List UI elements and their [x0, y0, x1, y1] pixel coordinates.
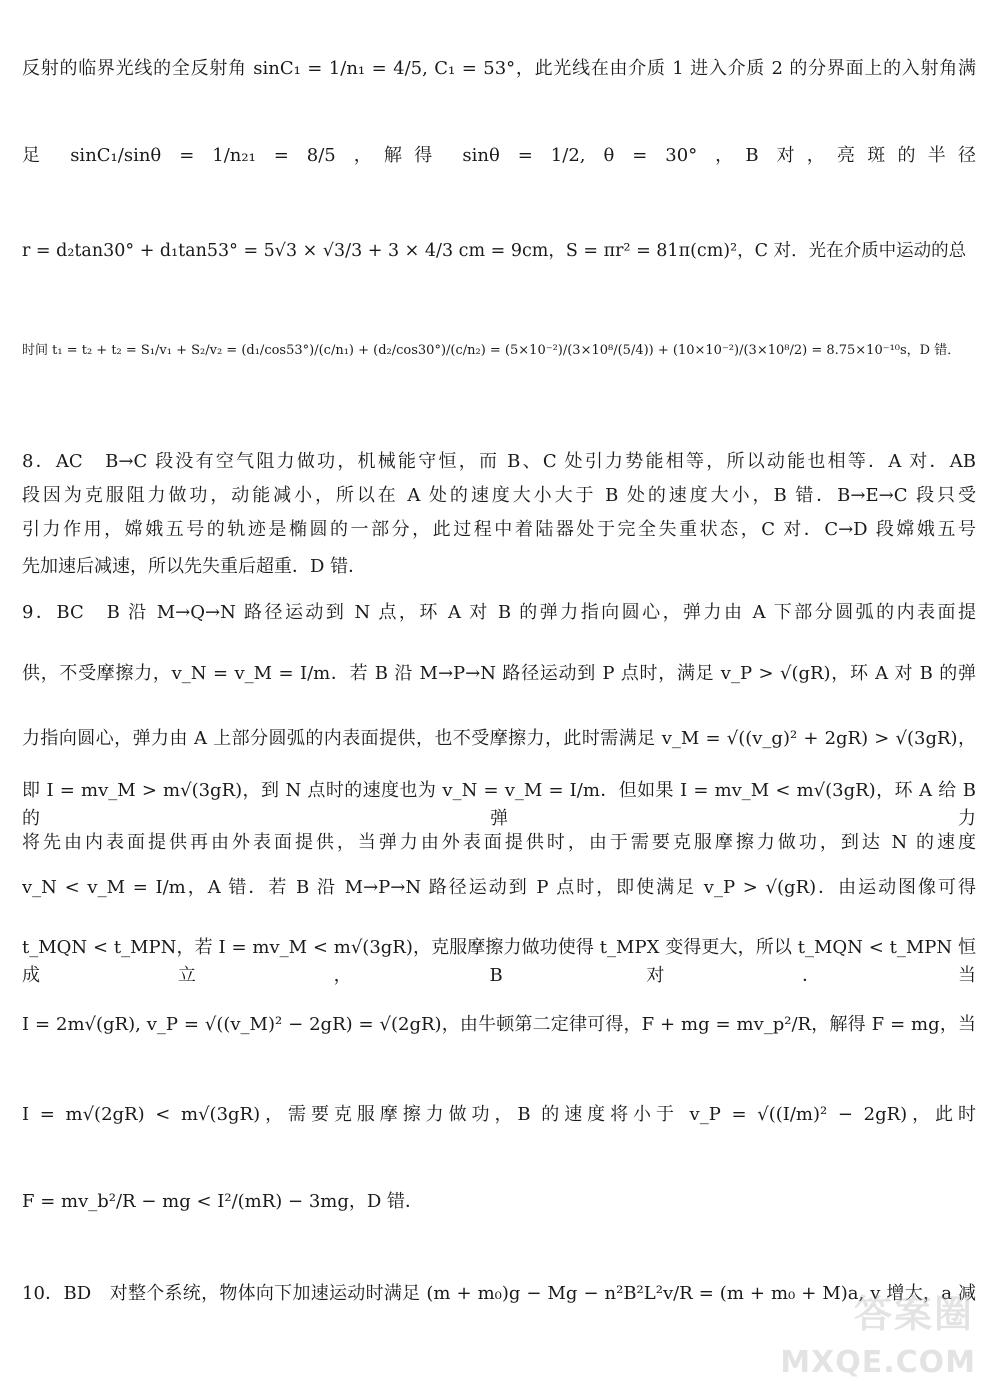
text-line: 足 sinC₁/sinθ = 1/n₂₁ = 8/5 ，解得 sinθ = 1/2, θ = 30° ，B 对，亮斑的半径	[22, 145, 976, 166]
text-line: 时间 t₁ = t₂ + t₂ = S₁/v₁ + S₂/v₂ = (d₁/cos53°)/(c/n₁) + (d₂/cos30°)/(c/n₂) = (5×10⁻²)/(3×10⁸/(5/4)) + (10×10⁻²)/(3×10⁸/2) = 8.75×10⁻¹⁰s，D 错．	[22, 343, 961, 358]
text-line: 供，不受摩擦力，v_N = v_M = I/m．若 B 沿 M→P→N 路径运动到 P 点时，满足 v_P > √(gR)，环 A 对 B 的弹	[22, 663, 976, 684]
text-line: 即 I = mv_M > m√(3gR)，到 N 点时的速度也为 v_N = v_M = I/m．但如果 I = mv_M < m√(3gR)，环 A 给 B 的弹力	[22, 780, 976, 829]
watermark-logo	[780, 1274, 982, 1384]
text-line: 反射的临界光线的全反射角 sinC₁ = 1/n₁ = 4/5, C₁ = 53°，此光线在由介质 1 进入介质 2 的分界面上的入射角满	[22, 58, 976, 79]
text-line: 10．BD 对整个系统，物体向下加速运动时满足 (m + m₀)g − Mg − n²B²L²v/R = (m + m₀ + M)a, v 增大，a 减	[22, 1283, 976, 1304]
text-line: 段因为克服阻力做功，动能减小，所以在 A 处的速度大小大于 B 处的速度大小，B 错．B→E→C 段只受	[22, 485, 976, 506]
text-line: 引力作用，嫦娥五号的轨迹是椭圆的一部分，此过程中着陆器处于完全失重状态，C 对．C→D 段嫦娥五号	[22, 519, 976, 540]
text-line: v_N < v_M = I/m，A 错．若 B 沿 M→P→N 路径运动到 P 点时，即使满足 v_P > √(gR)．由运动图像可得	[22, 877, 976, 898]
text-line: r = d₂tan30° + d₁tan53° = 5√3 × √3/3 + 3 × 4/3 cm = 9cm，S = πr² = 81π(cm)²，C 对．光在介质中运动的总	[22, 241, 967, 261]
text-line: F = mv_b²/R − mg < I²/(mR) − 3mg，D 错．	[22, 1191, 424, 1212]
text-line: 力指向圆心，弹力由 A 上部分圆弧的内表面提供，也不受摩擦力，此时需满足 v_M = √((v_g)² + 2gR) > √(3gR)，	[22, 728, 976, 749]
text-line: 先加速后减速，所以先失重后超重．D 错．	[22, 556, 367, 577]
text-line: 将先由内表面提供再由外表面提供，当弹力由外表面提供时，由于需要克服摩擦力做功，到达 N 的速度	[22, 832, 976, 853]
text-line: 8．AC B→C 段没有空气阻力做功，机械能守恒，而 B、C 处引力势能相等，所以动能也相等．A 对．AB	[22, 451, 976, 472]
text-line: I = m√(2gR) < m√(3gR)，需要克服摩擦力做功，B 的速度将小于 v_P = √((I/m)² − 2gR)，此时	[22, 1104, 976, 1125]
text-line: I = 2m√(gR), v_P = √((v_M)² − 2gR) = √(2gR)，由牛顿第二定律可得，F + mg = mv_p²/R，解得 F = mg，当	[22, 1014, 976, 1035]
watermark-en-text: MXQE.COM	[780, 1345, 976, 1380]
text-line: t_MQN < t_MPN，若 I = mv_M < m√(3gR)，克服摩擦力做功使得 t_MPX 变得更大，所以 t_MQN < t_MPN 恒成立，B 对．当	[22, 937, 976, 986]
watermark-cn-text: 答案圈	[853, 1292, 974, 1336]
text-line: 9．BC B 沿 M→Q→N 路径运动到 N 点，环 A 对 B 的弹力指向圆心，弹力由 A 下部分圆弧的内表面提	[22, 602, 976, 623]
